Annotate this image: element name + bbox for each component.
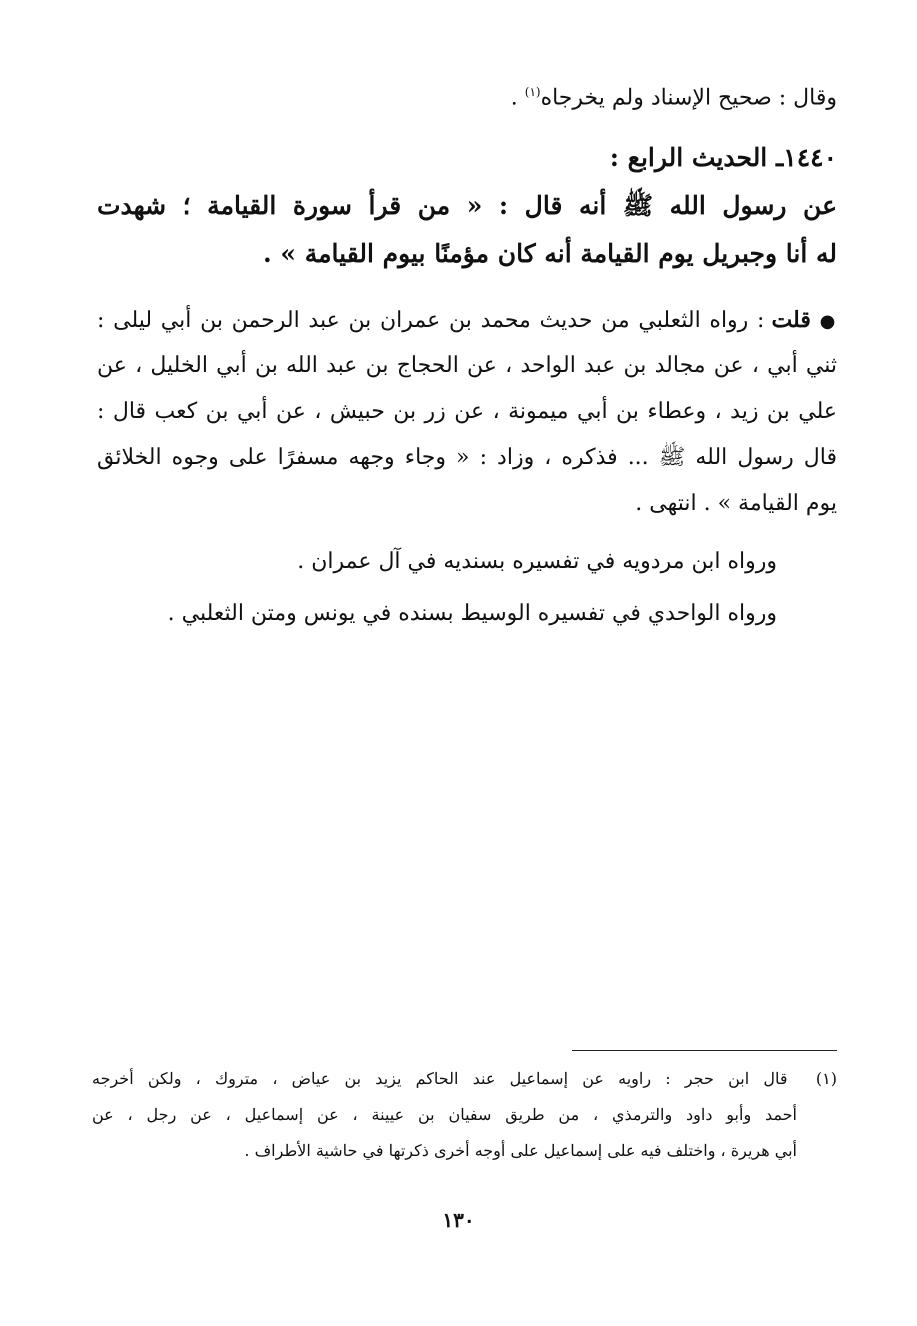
footnote-number: (١) <box>815 1069 837 1088</box>
hadith-line-2: له أنا وجبريل يوم القيامة أنه كان مؤمنًا بيوم القيامة » . <box>263 239 837 268</box>
footnote-line-1-text: قال ابن حجر : راويه عن إسماعيل عند الحاكم يزيد بن عياض ، متروك ، ولكن أخرجه <box>92 1069 788 1088</box>
commentary-line-5: يوم القيامة » . انتهى . <box>635 491 837 516</box>
footnote-line-1 <box>92 1064 837 1094</box>
commentary-line-2: ثني أبي ، عن مجالد بن عبد الواحد ، عن الحجاج بن عبد الله بن أبي الخليل ، عن <box>97 353 837 378</box>
commentary-line-1 <box>97 300 837 342</box>
top-line <box>97 72 837 118</box>
commentary-line-3: علي بن زيد ، وعطاء بن أبي ميمونة ، عن زر بن حبيش ، عن أبي بن كعب قال : <box>97 399 837 424</box>
footnote-line-3: أبي هريرة ، واختلف فيه على إسماعيل على أوجه أخرى ذكرتها في حاشية الأطراف . <box>244 1141 797 1160</box>
top-line-text: وقال : صحيح الإسناد ولم يخرجاه <box>540 85 837 111</box>
footnote-separator <box>572 1050 837 1051</box>
footnote-line-2: أحمد وأبو داود والترمذي ، من طريق سفيان بن عيينة ، عن إسماعيل ، عن رجل ، عن <box>92 1105 797 1124</box>
bullet-icon: ● <box>819 311 837 332</box>
page-number: ١٣٠ <box>442 1208 475 1232</box>
commentary-line-4: قال رسول الله ﷺ ... فذكره ، وزاد : « وجاء وجهه مسفرًا على وجوه الخلائق <box>97 445 837 470</box>
footnote-reference[interactable]: (١) <box>524 85 541 99</box>
commentary-line-1-text: : رواه الثعلبي من حديث محمد بن عمران بن عبد الرحمن بن أبي ليلى : <box>97 308 772 333</box>
hadith-line-1: عن رسول الله ﷺ أنه قال : « من قرأ سورة القيامة ؛ شهدت <box>97 191 837 220</box>
top-line-end: . <box>510 85 525 111</box>
commentary-keyword: قلت <box>771 307 811 333</box>
hadith-heading: ١٤٤٠ـ الحديث الرابع : <box>609 143 837 172</box>
note-line-2: ورواه الواحدي في تفسيره الوسيط بسنده في يونس ومتن الثعلبي . <box>167 601 777 626</box>
note-line-1: ورواه ابن مردويه في تفسيره بسنديه في آل عمران . <box>297 549 777 574</box>
